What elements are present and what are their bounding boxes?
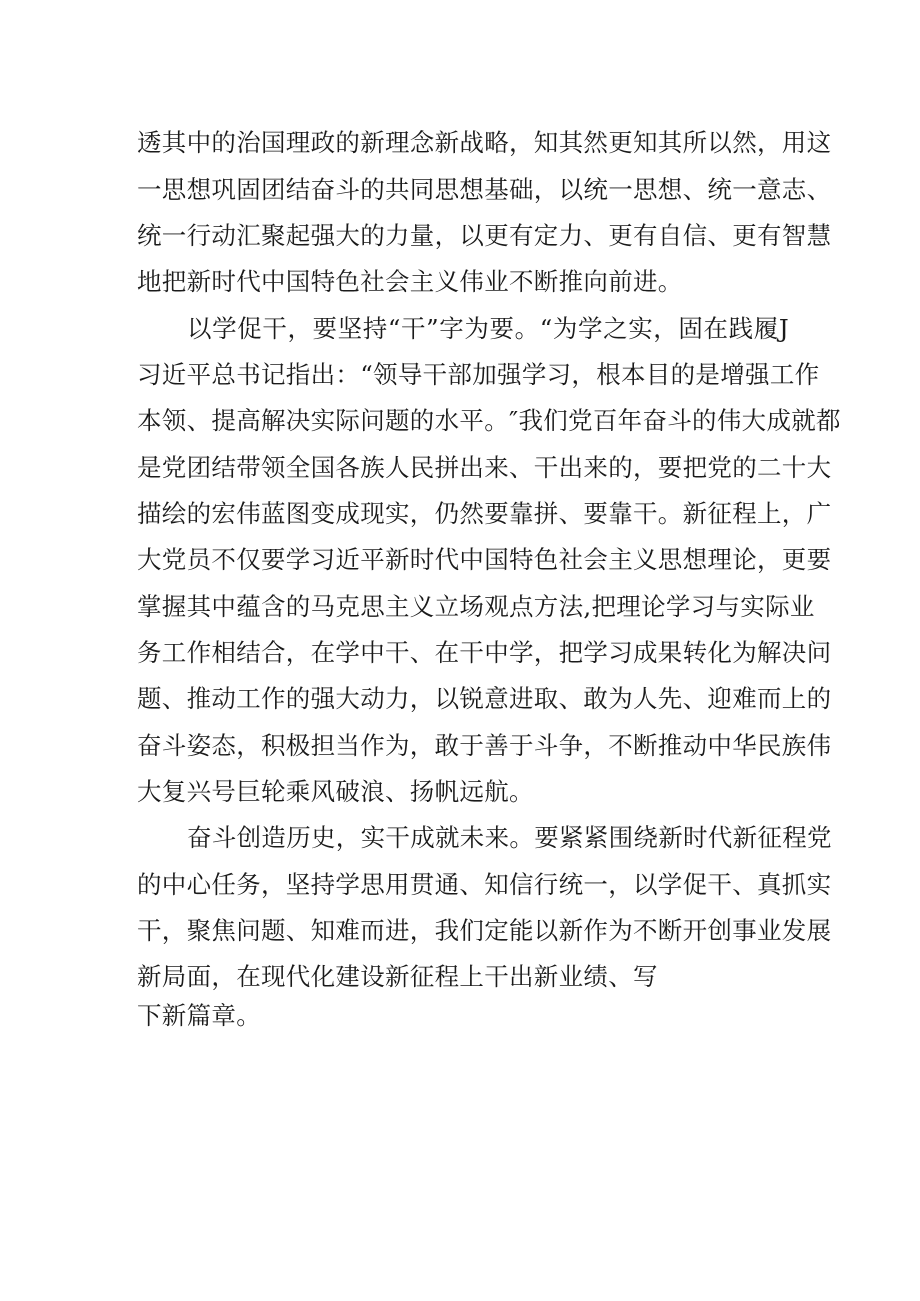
text-line: 奋斗创造历史，实干成就未来。要紧紧围绕新时代新征程党	[187, 823, 832, 852]
text-line: 以学促干，要坚持“干”字为要。“为学之实，固在践履J	[187, 314, 789, 343]
text-line: 是党团结带领全国各族人民拼出来、干出来的，要把党的二十大	[137, 453, 832, 482]
text-line: 大党员不仅要学习近平新时代中国特色社会主义思想理论，更要	[137, 545, 832, 574]
text-line: 习近平总书记指出：“领导干部加强学习，根本目的是增强工作	[137, 360, 820, 389]
text-line: 务工作相结合，在学中干、在干中学，把学习成果转化为解决问	[137, 638, 832, 667]
text-line: 干，聚焦问题、知难而进，我们定能以新作为不断开创事业发展	[137, 916, 832, 945]
text-line: 掌握其中蕴含的马克思主义立场观点方法,把理论学习与实际业	[137, 592, 815, 621]
text-line: 奋斗姿态，积极担当作为，敢于善于斗争，不断推动中华民族伟	[137, 731, 832, 760]
text-line: 地把新时代中国特色社会主义伟业不断推向前进。	[137, 267, 683, 296]
text-line: 题、推动工作的强大动力，以锐意进取、敢为人先、迎难而上的	[137, 684, 832, 713]
text-line: 本领、提高解决实际问题的水平。″我们党百年奋斗的伟大成就都	[137, 406, 841, 435]
text-line: 下新篇章。	[137, 1001, 261, 1030]
text-line: 的中心任务，坚持学思用贯通、知信行统一，以学促干、真抓实	[137, 870, 832, 899]
text-line: 统一行动汇聚起强大的力量，以更有定力、更有自信、更有智慧	[137, 221, 832, 250]
text-line: 大复兴号巨轮乘风破浪、扬帆远航。	[137, 777, 534, 806]
text-line: 透其中的治国理政的新理念新战略，知其然更知其所以然，用这	[137, 128, 832, 157]
text-line: 描绘的宏伟蓝图变成现实，仍然要靠拼、要靠干。新征程上，广	[137, 499, 832, 528]
text-line: 一思想巩固团结奋斗的共同思想基础，以统一思想、统一意志、	[137, 175, 832, 204]
text-line: 新局面，在现代化建设新征程上干出新业绩、写	[137, 962, 658, 991]
